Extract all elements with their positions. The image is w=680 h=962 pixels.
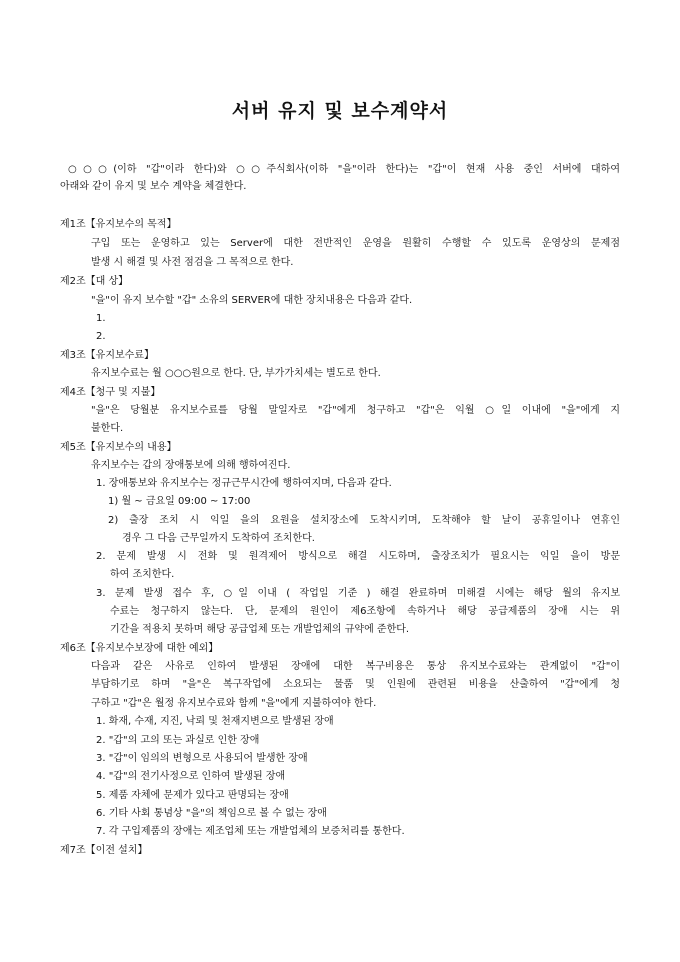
article-5-item-3-line-3: 기간을 적용치 못하며 해당 공급업체 또는 개발업체의 규약에 준한다. (110, 624, 410, 635)
article-6-line-2: 부담하기로 하며 "을"은 복구작업에 소요되는 물품 및 인원에 관련된 비용을 산출하여 "갑"에게 청 (91, 679, 620, 690)
article-5-sub-1: 1) 월 ~ 금요일 09:00 ~ 17:00 (108, 496, 251, 507)
article-6-item-7: 7. 각 구입제품의 장애는 제조업체 또는 개발업체의 보증처리를 통한다. (96, 826, 405, 837)
article-3-heading: 제3조【유지보수료】 (60, 350, 154, 361)
article-7-heading: 제7조【이전 설치】 (60, 845, 148, 856)
article-2-line: "을"이 유지 보수할 "갑" 소유의 SERVER에 대한 장치내용은 다음과 같다. (91, 295, 413, 306)
article-5-item-2-line-1: 2. 문제 발생 시 전화 및 원격제어 방식으로 해결 시도하며, 출장조치가 필요시는 익일 을이 방문 (96, 551, 620, 562)
article-5-item-2-line-2: 하여 조치한다. (110, 569, 175, 580)
article-2-heading: 제2조【대 상】 (60, 276, 129, 287)
article-2-item-1: 1. (96, 313, 106, 324)
article-6-item-4: 4. "갑"의 전기사정으로 인하여 발생된 장애 (96, 771, 286, 782)
article-6-heading: 제6조【유지보수보장에 대한 예외】 (60, 643, 219, 654)
document-title: 서버 유지 및 보수계약서 (231, 100, 449, 122)
article-2-item-2: 2. (96, 331, 106, 342)
article-4-line-1: "을"은 당월분 유지보수료를 당월 말일자로 "갑"에게 청구하고 "갑"은 익월 ○일 이내에 "을"에게 지 (91, 405, 620, 416)
intro-line-1: ○○○(이하 "갑"이라 한다)와 ○○주식회사(이하 "을"이라 한다)는 "갑"이 현재 사용 중인 서버에 대하여 (68, 164, 620, 175)
article-6-item-5: 5. 제품 자체에 문제가 있다고 판명되는 장애 (96, 790, 289, 801)
article-6-item-2: 2. "갑"의 고의 또는 과실로 인한 장애 (96, 735, 260, 746)
article-5-line: 유지보수는 갑의 장애통보에 의해 행하여진다. (91, 460, 291, 471)
article-4-line-2: 불한다. (91, 423, 124, 434)
article-4-heading: 제4조【청구 및 지불】 (60, 387, 161, 398)
article-5-sub-2-line-1: 2) 출장 조치 시 익일 을의 요원을 설치장소에 도착시키며, 도착해야 할 날이 공휴일이나 연휴인 (108, 515, 620, 526)
article-6-line-1: 다음과 같은 사유로 인하여 발생된 장애에 대한 복구비용은 통상 유지보수료와는 관계없이 "갑"이 (91, 661, 620, 672)
article-5-item-3-line-1: 3. 문제 발생 접수 후, ○일 이내 ( 작업일 기준 ) 해결 완료하며 미해결 시에는 해당 월의 유지보 (96, 588, 620, 599)
article-6-item-3: 3. "갑"이 임의의 변형으로 사용되어 발생한 장애 (96, 753, 308, 764)
article-1-heading: 제1조【유지보수의 목적】 (60, 219, 177, 230)
article-3-line: 유지보수료는 월 ○○○원으로 한다. 단, 부가가치세는 별도로 한다. (91, 368, 381, 379)
article-1-line-2: 발생 시 해결 및 사전 점검을 그 목적으로 한다. (91, 257, 294, 268)
article-6-item-6: 6. 기타 사회 통념상 "을"의 책임으로 볼 수 없는 장애 (96, 808, 327, 819)
intro-line-2: 아래와 같이 유지 및 보수 계약을 체결한다. (60, 181, 247, 192)
article-5-item-3-line-2: 수료는 청구하지 않는다. 단, 문제의 원인이 제6조항에 속하거나 해당 공급제품의 장애 시는 위 (110, 606, 620, 617)
article-6-line-3: 구하고 "갑"은 월정 유지보수료와 함께 "을"에게 지불하여야 한다. (91, 698, 377, 709)
article-5-sub-2-line-2: 경우 그 다음 근무일까지 도착하여 조치한다. (122, 533, 315, 544)
article-6-item-1: 1. 화재, 수재, 지진, 낙뢰 및 천재지변으로 발생된 장애 (96, 716, 334, 727)
article-5-heading: 제5조【유지보수의 내용】 (60, 442, 177, 453)
article-5-item-1: 1. 장애통보와 유지보수는 정규근무시간에 행하여지며, 다음과 같다. (96, 478, 392, 489)
article-1-line-1: 구입 또는 운영하고 있는 Server에 대한 전반적인 운영을 원활히 수행할 수 있도록 운영상의 문제점 (91, 238, 620, 249)
